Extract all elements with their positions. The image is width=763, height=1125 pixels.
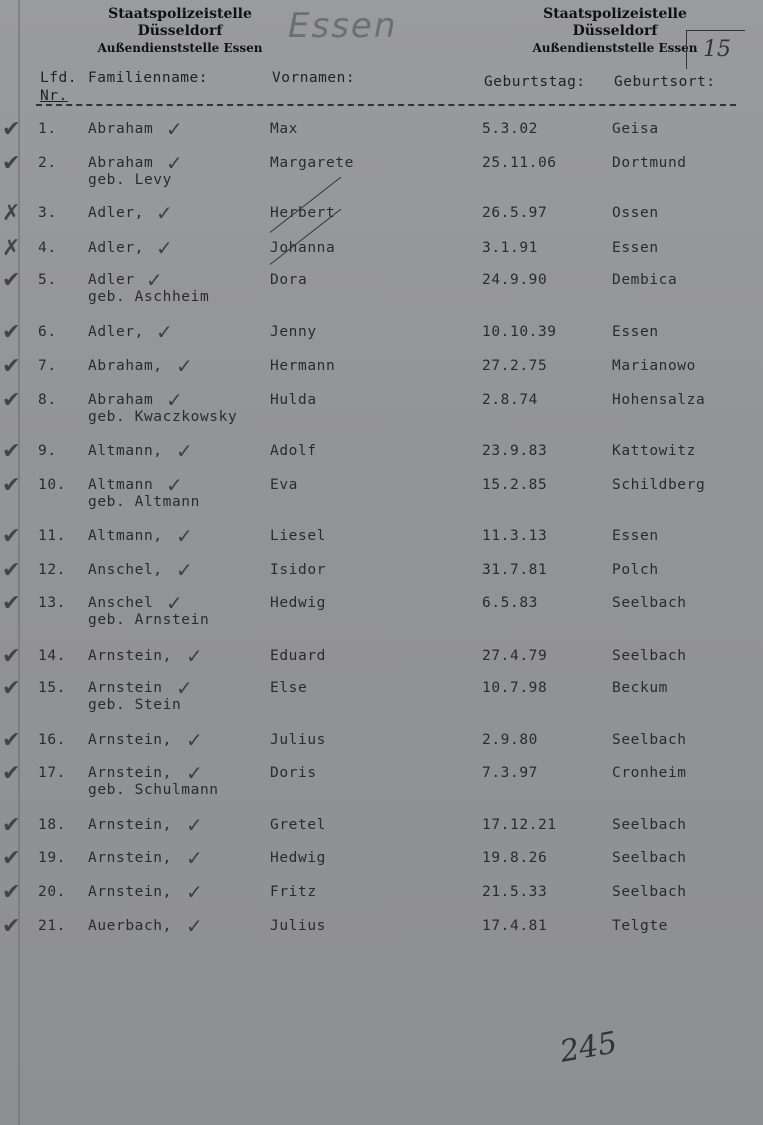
birth-place: Schildberg — [612, 477, 706, 493]
tick-icon: ✓ — [176, 524, 194, 548]
birth-place: Seelbach — [612, 817, 687, 833]
birth-place: Seelbach — [612, 850, 687, 866]
given-name: Fritz — [270, 884, 317, 900]
entry-number: 3. — [38, 205, 57, 221]
col-header-nr: Nr. — [40, 88, 68, 104]
tick-icon: ✓ — [186, 644, 204, 668]
birth-place: Marianowo — [612, 358, 696, 374]
entry-number: 10. — [38, 477, 66, 493]
birth-date: 2.8.74 — [482, 392, 538, 408]
birth-place: Seelbach — [612, 732, 687, 748]
entry-number: 15. — [38, 680, 66, 696]
tick-icon: ✓ — [166, 473, 184, 497]
entry-number: 12. — [38, 562, 66, 578]
given-name: Jenny — [270, 324, 317, 340]
family-name — [88, 155, 172, 189]
birth-place: Hohensalza — [612, 392, 706, 408]
family-name-line: Arnstein, — [88, 765, 172, 781]
entry-number: 2. — [38, 155, 57, 171]
given-name: Eduard — [270, 648, 326, 664]
check-mark-icon: ✔ — [2, 761, 22, 786]
maiden-name-line: geb. Stein — [88, 697, 182, 713]
given-name: Dora — [270, 272, 308, 288]
entry-number: 18. — [38, 817, 66, 833]
tick-icon: ✓ — [156, 236, 174, 260]
check-mark-icon: ✔ — [2, 558, 22, 583]
check-mark-icon: ✔ — [2, 914, 22, 939]
check-mark-icon: ✔ — [2, 117, 22, 142]
birth-date: 6.5.83 — [482, 595, 538, 611]
header-rule — [36, 104, 736, 106]
birth-place: Essen — [612, 528, 659, 544]
tick-icon: ✓ — [186, 914, 204, 938]
family-name — [88, 324, 144, 341]
family-name-line: Auerbach, — [88, 918, 172, 934]
maiden-name-line: geb. Aschheim — [88, 289, 210, 305]
check-mark-icon: ✗ — [2, 236, 22, 261]
family-name-line: Altmann — [88, 477, 154, 493]
birth-place: Dembica — [612, 272, 678, 288]
stamp-left-line1: Staatspolizeistelle Düsseldorf — [108, 6, 252, 39]
family-name — [88, 392, 237, 426]
col-header-familienname: Familienname: — [88, 70, 208, 86]
given-name: Gretel — [270, 817, 326, 833]
given-name: Hulda — [270, 392, 317, 408]
check-mark-icon: ✗ — [2, 201, 22, 226]
birth-date: 15.2.85 — [482, 477, 548, 493]
check-mark-icon: ✔ — [2, 473, 22, 498]
entry-number: 1. — [38, 121, 57, 137]
check-mark-icon: ✔ — [2, 846, 22, 871]
family-name-line: Adler — [88, 272, 135, 288]
entry-number: 7. — [38, 358, 57, 374]
maiden-name-line: geb. Altmann — [88, 494, 200, 510]
birth-date: 17.12.21 — [482, 817, 557, 833]
given-name: Herbert — [270, 205, 336, 221]
birth-place: Beckum — [612, 680, 668, 696]
tick-icon: ✓ — [166, 388, 184, 412]
family-name — [88, 240, 144, 257]
entry-number: 16. — [38, 732, 66, 748]
maiden-name-line: geb. Schulmann — [88, 782, 219, 798]
given-name: Liesel — [270, 528, 326, 544]
col-header-vornamen: Vornamen: — [272, 70, 356, 86]
check-mark-icon: ✔ — [2, 524, 22, 549]
family-name-line: Arnstein, — [88, 817, 172, 833]
check-mark-icon: ✔ — [2, 813, 22, 838]
given-name: Eva — [270, 477, 298, 493]
given-name: Hermann — [270, 358, 336, 374]
tick-icon: ✓ — [156, 320, 174, 344]
entry-number: 8. — [38, 392, 57, 408]
birth-place: Dortmund — [612, 155, 687, 171]
entry-number: 21. — [38, 918, 66, 934]
family-name-line: Arnstein, — [88, 732, 172, 748]
stamp-left-line2: Außendienststelle Essen — [97, 41, 263, 55]
col-header-geburtstag: Geburtstag: — [484, 74, 586, 90]
check-mark-icon: ✔ — [2, 880, 22, 905]
col-header-lfd: Lfd. — [40, 70, 77, 86]
tick-icon: ✓ — [186, 761, 204, 785]
family-name-line: Adler, — [88, 324, 144, 340]
tick-icon: ✓ — [176, 676, 194, 700]
family-name-line: Abraham — [88, 392, 154, 408]
col-header-geburtsort: Geburtsort: — [614, 74, 716, 90]
tick-icon: ✓ — [156, 201, 174, 225]
birth-date: 11.3.13 — [482, 528, 548, 544]
birth-date: 5.3.02 — [482, 121, 538, 137]
tick-icon: ✓ — [186, 846, 204, 870]
tick-icon: ✓ — [176, 439, 194, 463]
birth-date: 10.10.39 — [482, 324, 557, 340]
given-name: Else — [270, 680, 308, 696]
family-name — [88, 850, 172, 867]
given-name: Margarete — [270, 155, 354, 171]
birth-date: 17.4.81 — [482, 918, 548, 934]
family-name — [88, 443, 163, 460]
birth-date: 3.1.91 — [482, 240, 538, 256]
tick-icon: ✓ — [166, 591, 184, 615]
tick-icon: ✓ — [186, 728, 204, 752]
entry-number: 20. — [38, 884, 66, 900]
birth-date: 31.7.81 — [482, 562, 548, 578]
family-name-line: Arnstein, — [88, 850, 172, 866]
birth-date: 7.3.97 — [482, 765, 538, 781]
birth-place: Geisa — [612, 121, 659, 137]
family-name-line: Adler, — [88, 205, 144, 221]
check-mark-icon: ✔ — [2, 439, 22, 464]
check-mark-icon: ✔ — [2, 676, 22, 701]
family-name-line: Arnstein, — [88, 648, 172, 664]
given-name: Hedwig — [270, 850, 326, 866]
given-name: Julius — [270, 732, 326, 748]
check-mark-icon: ✔ — [2, 320, 22, 345]
tick-icon: ✓ — [176, 354, 194, 378]
family-name — [88, 918, 172, 935]
given-name: Julius — [270, 918, 326, 934]
entry-number: 5. — [38, 272, 57, 288]
given-name: Doris — [270, 765, 317, 781]
birth-place: Essen — [612, 324, 659, 340]
check-mark-icon: ✔ — [2, 151, 22, 176]
family-name-line: Arnstein — [88, 680, 163, 696]
entry-number: 19. — [38, 850, 66, 866]
birth-date: 10.7.98 — [482, 680, 548, 696]
birth-place: Kattowitz — [612, 443, 696, 459]
stamp-left — [80, 6, 280, 57]
check-mark-icon: ✔ — [2, 591, 22, 616]
entry-number: 9. — [38, 443, 57, 459]
entry-number: 13. — [38, 595, 66, 611]
family-name — [88, 205, 144, 222]
given-name: Isidor — [270, 562, 326, 578]
maiden-name-line: geb. Levy — [88, 172, 172, 188]
page-number-box — [686, 30, 745, 69]
family-name-line: Anschel — [88, 595, 154, 611]
stamp-right — [515, 6, 715, 57]
family-name-line: Altmann, — [88, 443, 163, 459]
given-name: Adolf — [270, 443, 317, 459]
check-mark-icon: ✔ — [2, 728, 22, 753]
family-name-line: Adler, — [88, 240, 144, 256]
birth-place: Seelbach — [612, 595, 687, 611]
tick-icon: ✓ — [166, 151, 184, 175]
family-name — [88, 648, 172, 665]
family-name — [88, 595, 209, 629]
city-heading: Essen — [288, 6, 398, 46]
entry-number: 11. — [38, 528, 66, 544]
entry-number: 6. — [38, 324, 57, 340]
birth-place: Polch — [612, 562, 659, 578]
family-name — [88, 732, 172, 749]
family-name-line: Arnstein, — [88, 884, 172, 900]
birth-date: 21.5.33 — [482, 884, 548, 900]
handwritten-number: 245 — [557, 1025, 620, 1070]
stamp-right-line1: Staatspolizeistelle Düsseldorf — [543, 6, 687, 39]
family-name-line: Abraham — [88, 155, 154, 171]
family-name — [88, 358, 163, 375]
tick-icon: ✓ — [186, 880, 204, 904]
tick-icon: ✓ — [176, 558, 194, 582]
family-name-line: Altmann, — [88, 528, 163, 544]
tick-icon: ✓ — [186, 813, 204, 837]
birth-date: 19.8.26 — [482, 850, 548, 866]
check-mark-icon: ✔ — [2, 268, 22, 293]
family-name — [88, 121, 153, 138]
birth-date: 25.11.06 — [482, 155, 557, 171]
birth-place: Ossen — [612, 205, 659, 221]
maiden-name-line: geb. Kwaczkowsky — [88, 409, 238, 425]
stamp-right-line2: Außendienststelle Essen — [532, 41, 698, 55]
check-mark-icon: ✔ — [2, 388, 22, 413]
birth-date: 27.2.75 — [482, 358, 548, 374]
given-name: Max — [270, 121, 298, 137]
family-name — [88, 528, 163, 545]
maiden-name-line: geb. Arnstein — [88, 612, 210, 628]
birth-place: Seelbach — [612, 884, 687, 900]
birth-date: 27.4.79 — [482, 648, 548, 664]
family-name — [88, 562, 163, 579]
birth-place: Telgte — [612, 918, 668, 934]
given-name: Johanna — [270, 240, 336, 256]
family-name — [88, 680, 181, 714]
birth-date: 24.9.90 — [482, 272, 548, 288]
birth-date: 26.5.97 — [482, 205, 548, 221]
family-name-line: Anschel, — [88, 562, 163, 578]
entry-number: 17. — [38, 765, 66, 781]
tick-icon: ✓ — [166, 117, 184, 141]
page-number: 15 — [703, 37, 731, 62]
entry-number: 14. — [38, 648, 66, 664]
tick-icon: ✓ — [146, 268, 164, 292]
family-name-line: Abraham — [88, 121, 154, 137]
family-name — [88, 817, 172, 834]
family-name-line: Abraham, — [88, 358, 163, 374]
family-name — [88, 884, 172, 901]
birth-place: Seelbach — [612, 648, 687, 664]
birth-place: Essen — [612, 240, 659, 256]
check-mark-icon: ✔ — [2, 644, 22, 669]
birth-date: 2.9.80 — [482, 732, 538, 748]
check-mark-icon: ✔ — [2, 354, 22, 379]
given-name: Hedwig — [270, 595, 326, 611]
birth-place: Cronheim — [612, 765, 687, 781]
entry-number: 4. — [38, 240, 57, 256]
birth-date: 23.9.83 — [482, 443, 548, 459]
